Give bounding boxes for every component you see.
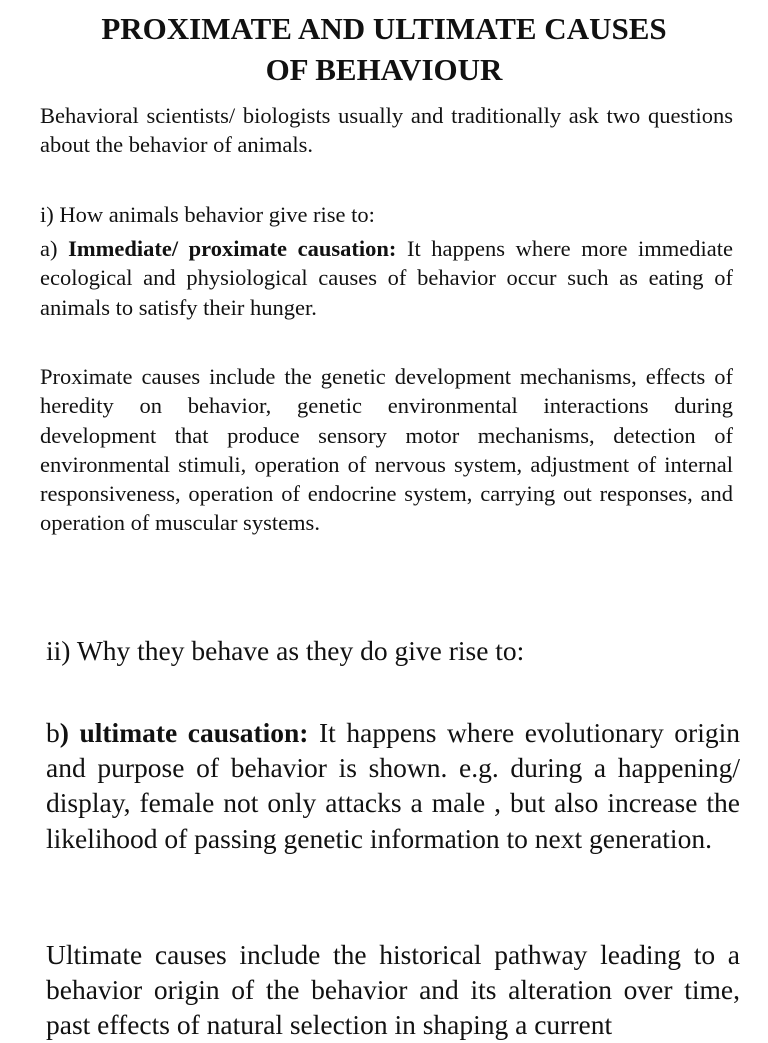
proximate-definition: [40, 234, 733, 322]
question-2: ii) Why they behave as they do give rise to:: [46, 635, 525, 666]
ultimate-term: ) ultimate causation:: [59, 717, 309, 748]
proximate-causes-paragraph: Proximate causes include the genetic development mechanisms, effects of heredity on behavior, genetic environmental interactions during development that produce sensory motor mechanisms, detection of environmental stimuli, operation of nervous system, adjustment of internal responsiveness, operation of endocrine system, carrying out responses, and operation of muscular systems.: [40, 364, 733, 536]
title-line-2: OF BEHAVIOUR: [265, 52, 503, 87]
proximate-description: It happens where more immediate ecological and physiological causes of behavior occur such as eating of animals to satisfy their hunger.: [40, 236, 734, 320]
ultimate-description: It happens where evolutionary origin and purpose of behavior is shown. e.g. during a happening/ display, female not only attacks a male , but also increase the likelihood of passing genetic information to next generation.: [46, 717, 740, 854]
proximate-term: Immediate/ proximate causation:: [68, 236, 397, 261]
item-b-prefix: b: [46, 717, 60, 748]
item-a-prefix: a): [40, 236, 69, 261]
title-line-1: PROXIMATE AND ULTIMATE CAUSES: [101, 11, 667, 46]
page-title: [40, 8, 728, 90]
question-1: i) How animals behavior give rise to:: [40, 202, 375, 227]
intro-paragraph: Behavioral scientists/ biologists usually and traditionally ask two questions about the behavior of animals.: [40, 103, 733, 158]
ultimate-causes-paragraph: Ultimate causes include the historical pathway leading to a behavior origin of the behavior and its alteration over time, past effects of natural selection in shaping a current: [46, 939, 740, 1041]
ultimate-definition: [46, 715, 740, 856]
